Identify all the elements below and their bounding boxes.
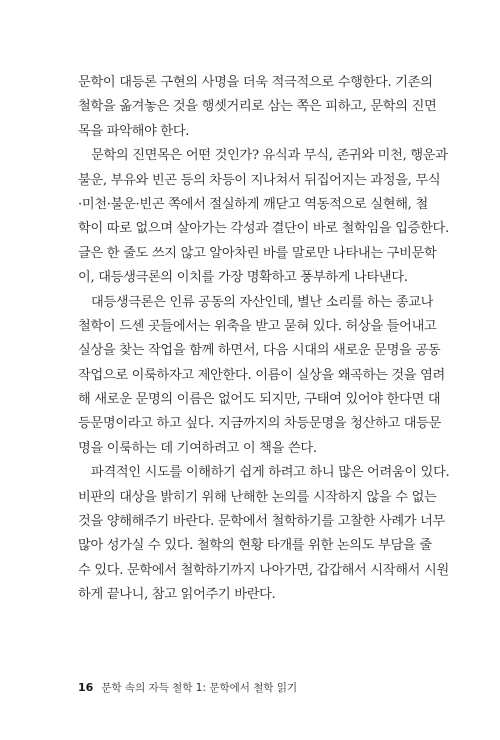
text-line: 비판의 대상을 밝히기 위해 난해한 논의를 시작하지 않을 수 없는 (78, 489, 437, 505)
text-line: 철학을 옮겨놓은 것을 행셋거리로 삼는 쪽은 피하고, 문학의 진면 (78, 99, 437, 115)
text-line: ·미천·불운·빈곤 쪽에서 절실하게 깨닫고 역동적으로 실현해, 철 (78, 196, 428, 212)
text-line: 파격적인 시도를 이해하기 쉽게 하려고 하니 많은 어려움이 있다. (91, 465, 450, 481)
text-line: 문학의 진면목은 어떤 것인가? 유식과 무식, 존귀와 미천, 행운과 (91, 148, 448, 164)
running-title: 문학 속의 자득 철학 1: 문학에서 철학 읽기 (101, 682, 298, 694)
text-line: 하게 끝나니, 참고 읽어주기 바란다. (78, 587, 276, 603)
text-line: 것을 양해해주기 바란다. 문학에서 철학하기를 고찰한 사례가 너무 (78, 514, 445, 530)
text-line: 수 있다. 문학에서 철학하기까지 나아가면, 갑갑해서 시작해서 시원 (78, 562, 449, 578)
text-line: 철학이 드센 곳들에서는 위축을 받고 묻혀 있다. 허상을 들어내고 (78, 318, 437, 334)
text-line: 등문명이라고 하고 싶다. 지금까지의 차등문명을 청산하고 대등문 (78, 416, 442, 432)
text-line: 명을 이룩하는 데 기여하려고 이 책을 쓴다. (78, 440, 317, 456)
text-line: 목을 파악해야 한다. (78, 123, 190, 139)
text-line: 이, 대등생극론의 이치를 가장 명확하고 풍부하게 나타낸다. (78, 270, 408, 286)
text-line: 대등생극론은 인류 공동의 자산인데, 별난 소리를 하는 종교나 (91, 294, 434, 310)
body-text (78, 71, 450, 608)
text-line: 문학이 대등론 구현의 사명을 더욱 적극적으로 수행한다. 기존의 (78, 75, 433, 90)
text-line: 해 새로운 문명의 이름은 없어도 되지만, 구태여 있어야 한다면 대 (78, 392, 441, 408)
text-line: 많아 성가실 수 있다. 철학의 현황 타개를 위한 논의도 부담을 줄 (78, 538, 432, 554)
text-line: 불운, 부유와 빈곤 등의 차등이 지나쳐서 뒤집어지는 과정을, 무식 (78, 172, 441, 188)
text-line: 학이 따로 없으며 살아가는 각성과 결단이 바로 철학임을 입증한다. (78, 221, 449, 237)
page-footer (78, 680, 297, 696)
text-line: 작업으로 이룩하자고 제안한다. 이름이 실상을 왜곡하는 것을 염려 (78, 367, 445, 383)
text-line: 실상을 찾는 작업을 함께 하면서, 다음 시대의 새로운 문명을 공동 (78, 343, 441, 359)
page-number: 16 (78, 681, 94, 694)
text-line: 글은 한 줄도 쓰지 않고 알아차린 바를 말로만 나타내는 구비문학 (78, 245, 437, 261)
